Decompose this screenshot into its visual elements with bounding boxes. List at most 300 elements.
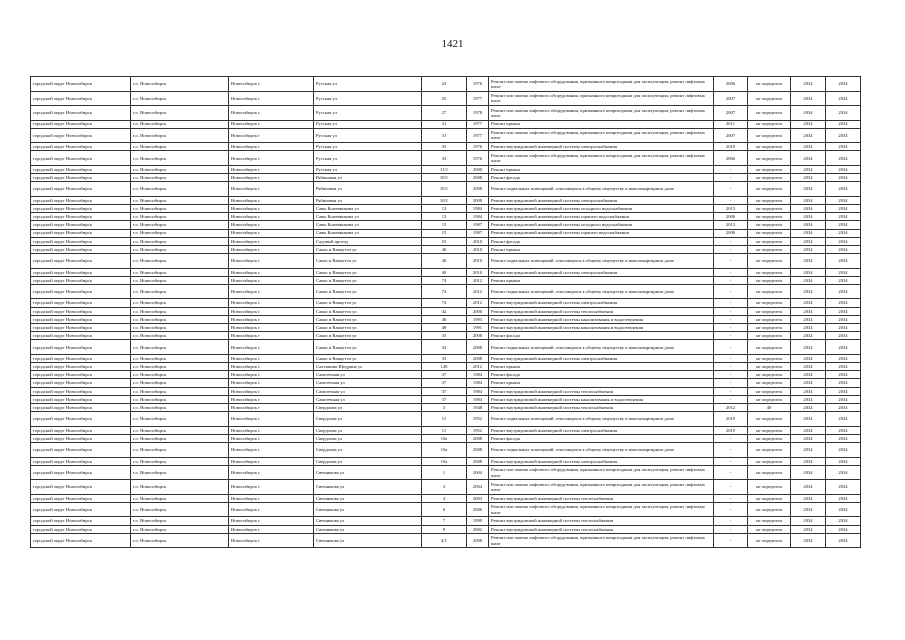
cell-work-type: Ремонт или замена лифтового оборудования, признанного непригодным для эксплуатации, ремонт лифтовых шахт [489, 480, 714, 495]
cell-status: не определен [748, 91, 791, 106]
cell-year-end: 2034 [826, 204, 861, 212]
cell-work-type: Ремонт внутридомовой инженерной системы горячего водоснабжения [489, 229, 714, 237]
cell-okrug: г.о. Новосибирск [131, 502, 229, 517]
cell-work-type: Ремонт или замена лифтового оборудования, признанного непригодным для эксплуатации, ремонт лифтовых шахт [489, 106, 714, 121]
cell-house: 31 [422, 128, 467, 143]
cell-work-type: Ремонт внутридомовой инженерной системы электроснабжения [489, 457, 714, 465]
cell-plan-year: - [714, 268, 748, 276]
table-row [31, 106, 861, 121]
table-row [31, 404, 861, 412]
cell-year-end: 2034 [826, 237, 861, 245]
cell-house: 46 [422, 315, 467, 323]
cell-status: не определен [748, 340, 791, 355]
cell-status: 40 [748, 404, 791, 412]
table-row [31, 229, 861, 237]
cell-okrug: г.о. Новосибирск [131, 165, 229, 173]
cell-house: 42 [422, 307, 467, 315]
cell-district: городской округ Новосибирск [31, 182, 131, 197]
cell-district: городской округ Новосибирск [31, 387, 131, 395]
cell-plan-year: - [714, 395, 748, 403]
cell-okrug: г.о. Новосибирск [131, 517, 229, 525]
cell-year: 1984 [467, 379, 489, 387]
cell-plan-year: 2006 [714, 151, 748, 166]
cell-status: не определен [748, 221, 791, 229]
cell-year: 1984 [467, 387, 489, 395]
cell-work-type: Ремонт внутридомовой инженерной системы канализования и водоотведения [489, 395, 714, 403]
cell-year: 2006 [467, 502, 489, 517]
cell-district: городской округ Новосибирск [31, 443, 131, 458]
table-row [31, 332, 861, 340]
cell-house: 37 [422, 387, 467, 395]
cell-city: Новосибирск г [229, 174, 314, 182]
cell-year-start: 2034 [791, 204, 826, 212]
cell-city: Новосибирск г [229, 340, 314, 355]
table-row [31, 443, 861, 458]
cell-house: 10а [422, 434, 467, 442]
cell-work-type: Ремонт или замена лифтового оборудования, признанного непригодным для эксплуатации, ремонт лифтовых шахт [489, 91, 714, 106]
cell-work-type: Ремонт внутридомовой инженерной системы горячего водоснабжения [489, 213, 714, 221]
cell-city: Новосибирск г [229, 426, 314, 434]
cell-year-start: 2034 [791, 299, 826, 307]
table-row [31, 533, 861, 548]
cell-house: 3 [422, 404, 467, 412]
cell-work-type: Ремонт подвальных помещений, относящихся к общему имуществу в многоквартирном доме [489, 340, 714, 355]
cell-district: городской округ Новосибирск [31, 354, 131, 362]
cell-house: 6 [422, 502, 467, 517]
cell-district: городской округ Новосибирск [31, 106, 131, 121]
cell-street: Свечникова ул [314, 525, 422, 533]
cell-year: 1952 [467, 412, 489, 427]
table-row [31, 221, 861, 229]
cell-year: 1984 [467, 204, 489, 212]
cell-district: городской округ Новосибирск [31, 494, 131, 502]
cell-okrug: г.о. Новосибирск [131, 324, 229, 332]
cell-year-start: 2034 [791, 91, 826, 106]
cell-year: 1987 [467, 221, 489, 229]
cell-year-start: 2034 [791, 324, 826, 332]
cell-status: не определен [748, 480, 791, 495]
cell-status: не определен [748, 426, 791, 434]
cell-city: Новосибирск г [229, 525, 314, 533]
cell-city: Новосибирск г [229, 363, 314, 371]
cell-okrug: г.о. Новосибирск [131, 120, 229, 128]
cell-year-end: 2034 [826, 379, 861, 387]
cell-house: 37 [422, 371, 467, 379]
cell-house: 10а [422, 443, 467, 458]
cell-year-start: 2034 [791, 254, 826, 269]
cell-work-type: Ремонт внутридомовой инженерной системы теплоснабжения [489, 494, 714, 502]
cell-status: не определен [748, 229, 791, 237]
cell-plan-year: - [714, 517, 748, 525]
cell-work-type: Ремонт внутридомовой инженерной системы холодного водоснабжения [489, 221, 714, 229]
cell-work-type: Ремонт или замена лифтового оборудования, признанного непригодным для эксплуатации, ремонт лифтовых шахт [489, 128, 714, 143]
cell-city: Новосибирск г [229, 371, 314, 379]
cell-plan-year: 2013 [714, 204, 748, 212]
cell-year-end: 2034 [826, 404, 861, 412]
cell-status: не определен [748, 502, 791, 517]
cell-okrug: г.о. Новосибирск [131, 196, 229, 204]
cell-year-start: 2034 [791, 354, 826, 362]
cell-district: городской округ Новосибирск [31, 299, 131, 307]
cell-plan-year: - [714, 371, 748, 379]
cell-year: 1977 [467, 120, 489, 128]
cell-street: Сакко и Ванцетти ул [314, 276, 422, 284]
cell-status: не определен [748, 196, 791, 204]
cell-house: 11/1 [422, 165, 467, 173]
cell-city: Новосибирск г [229, 254, 314, 269]
table-row [31, 307, 861, 315]
cell-year: 1976 [467, 143, 489, 151]
cell-district: городской округ Новосибирск [31, 412, 131, 427]
cell-street: Сакко и Ванцетти ул [314, 268, 422, 276]
cell-status: не определен [748, 245, 791, 253]
cell-city: Новосибирск г [229, 77, 314, 92]
cell-work-type: Ремонт фасада [489, 332, 714, 340]
cell-plan-year: - [714, 363, 748, 371]
cell-street: Свердлова ул [314, 426, 422, 434]
cell-district: городской округ Новосибирск [31, 204, 131, 212]
cell-work-type: Ремонт или замена лифтового оборудования, признанного непригодным для эксплуатации, ремонт лифтовых шахт [489, 465, 714, 480]
cell-okrug: г.о. Новосибирск [131, 213, 229, 221]
cell-house: 33 [422, 151, 467, 166]
cell-plan-year: - [714, 340, 748, 355]
cell-okrug: г.о. Новосибирск [131, 276, 229, 284]
cell-district: городской округ Новосибирск [31, 525, 131, 533]
cell-street: Русская ул [314, 106, 422, 121]
table-row [31, 213, 861, 221]
cell-street: Сакко и Ванцетти ул [314, 245, 422, 253]
cell-district: городской округ Новосибирск [31, 245, 131, 253]
cell-district: городской округ Новосибирск [31, 395, 131, 403]
cell-city: Новосибирск г [229, 443, 314, 458]
cell-status: не определен [748, 307, 791, 315]
cell-street: Сакко и Ванцетти ул [314, 340, 422, 355]
cell-street: Савы Кожевникова ул [314, 204, 422, 212]
cell-city: Новосибирск г [229, 354, 314, 362]
cell-year: 2010 [467, 237, 489, 245]
table-row [31, 324, 861, 332]
table-row [31, 517, 861, 525]
cell-year: 1991 [467, 324, 489, 332]
cell-work-type: Ремонт или замена лифтового оборудования, признанного непригодным для эксплуатации, ремонт лифтовых шахт [489, 151, 714, 166]
cell-okrug: г.о. Новосибирск [131, 174, 229, 182]
cell-district: городской округ Новосибирск [31, 340, 131, 355]
cell-status: не определен [748, 395, 791, 403]
cell-plan-year: 2007 [714, 128, 748, 143]
cell-okrug: г.о. Новосибирск [131, 525, 229, 533]
cell-house: 3 [422, 480, 467, 495]
table-row [31, 174, 861, 182]
cell-year-end: 2034 [826, 517, 861, 525]
cell-city: Новосибирск г [229, 324, 314, 332]
cell-plan-year: - [714, 324, 748, 332]
cell-status: не определен [748, 379, 791, 387]
cell-year-start: 2034 [791, 315, 826, 323]
cell-year-start: 2034 [791, 143, 826, 151]
cell-year-end: 2034 [826, 480, 861, 495]
cell-work-type: Ремонт внутридомовой инженерной системы холодного водоснабжения [489, 204, 714, 212]
cell-house: 4 [422, 494, 467, 502]
cell-year-end: 2034 [826, 276, 861, 284]
cell-year-end: 2034 [826, 128, 861, 143]
cell-street: Рябиновая ул [314, 196, 422, 204]
cell-year-start: 2034 [791, 494, 826, 502]
cell-okrug: г.о. Новосибирск [131, 354, 229, 362]
cell-plan-year: - [714, 480, 748, 495]
cell-house: 31 [422, 120, 467, 128]
cell-plan-year: - [714, 525, 748, 533]
table-row [31, 412, 861, 427]
cell-city: Новосибирск г [229, 465, 314, 480]
cell-house: 128 [422, 363, 467, 371]
cell-year-end: 2034 [826, 254, 861, 269]
cell-year-end: 2034 [826, 174, 861, 182]
cell-status: не определен [748, 457, 791, 465]
cell-city: Новосибирск г [229, 120, 314, 128]
cell-city: Новосибирск г [229, 379, 314, 387]
cell-year-start: 2034 [791, 268, 826, 276]
cell-year-end: 2034 [826, 120, 861, 128]
cell-plan-year: - [714, 196, 748, 204]
cell-year: 1977 [467, 128, 489, 143]
cell-status: не определен [748, 268, 791, 276]
cell-year-end: 2034 [826, 332, 861, 340]
cell-city: Новосибирск г [229, 196, 314, 204]
cell-house: 74 [422, 276, 467, 284]
cell-district: городской округ Новосибирск [31, 151, 131, 166]
table-row [31, 340, 861, 355]
cell-year-end: 2034 [826, 182, 861, 197]
cell-year-start: 2034 [791, 165, 826, 173]
cell-city: Новосибирск г [229, 237, 314, 245]
cell-street: Сакко и Ванцетти ул [314, 324, 422, 332]
cell-plan-year: - [714, 434, 748, 442]
cell-year-start: 2034 [791, 395, 826, 403]
cell-work-type: Ремонт подвальных помещений, относящихся к общему имуществу в многоквартирном доме [489, 182, 714, 197]
cell-year-end: 2034 [826, 151, 861, 166]
cell-year-start: 2034 [791, 196, 826, 204]
cell-status: не определен [748, 213, 791, 221]
cell-street: Свечникова ул [314, 533, 422, 548]
cell-year-end: 2034 [826, 165, 861, 173]
cell-year: 1993 [467, 315, 489, 323]
cell-okrug: г.о. Новосибирск [131, 284, 229, 299]
cell-street: Свердлова ул [314, 434, 422, 442]
cell-status: не определен [748, 204, 791, 212]
cell-year: 2008 [467, 182, 489, 197]
cell-house: 4/1 [422, 533, 467, 548]
cell-house: 37 [422, 379, 467, 387]
cell-work-type: Ремонт фасада [489, 174, 714, 182]
cell-plan-year: - [714, 299, 748, 307]
cell-district: городской округ Новосибирск [31, 457, 131, 465]
cell-house: 7 [422, 517, 467, 525]
table-row [31, 395, 861, 403]
cell-city: Новосибирск г [229, 204, 314, 212]
cell-work-type: Ремонт крыши [489, 165, 714, 173]
cell-year-end: 2034 [826, 525, 861, 533]
cell-district: городской округ Новосибирск [31, 480, 131, 495]
cell-street: Русская ул [314, 91, 422, 106]
cell-city: Новосибирск г [229, 404, 314, 412]
cell-year-start: 2034 [791, 77, 826, 92]
cell-year-start: 2034 [791, 371, 826, 379]
cell-year-start: 2034 [791, 340, 826, 355]
cell-work-type: Ремонт внутридомовой инженерной системы теплоснабжения [489, 517, 714, 525]
cell-work-type: Ремонт крыши [489, 120, 714, 128]
cell-year: 1987 [467, 229, 489, 237]
cell-street: Свердлова ул [314, 412, 422, 427]
cell-street: Садовый проезд [314, 237, 422, 245]
cell-district: городской округ Новосибирск [31, 315, 131, 323]
cell-work-type: Ремонт крыши [489, 245, 714, 253]
cell-street: Самотечная ул [314, 379, 422, 387]
cell-year: 2008 [467, 354, 489, 362]
cell-year-end: 2034 [826, 221, 861, 229]
cell-street: Свердлова ул [314, 457, 422, 465]
cell-status: не определен [748, 363, 791, 371]
cell-year-start: 2034 [791, 284, 826, 299]
cell-plan-year: - [714, 354, 748, 362]
table-row [31, 299, 861, 307]
cell-status: не определен [748, 354, 791, 362]
cell-year: 2008 [467, 196, 489, 204]
cell-street: Русская ул [314, 165, 422, 173]
cell-city: Новосибирск г [229, 315, 314, 323]
cell-street: Савы Кожевникова ул [314, 229, 422, 237]
cell-status: не определен [748, 165, 791, 173]
cell-year-end: 2034 [826, 426, 861, 434]
cell-year-end: 2034 [826, 494, 861, 502]
cell-city: Новосибирск г [229, 517, 314, 525]
cell-house: 15 [422, 229, 467, 237]
cell-house: 40 [422, 268, 467, 276]
cell-house: 10/1 [422, 182, 467, 197]
cell-okrug: г.о. Новосибирск [131, 229, 229, 237]
cell-house: 37 [422, 395, 467, 403]
cell-city: Новосибирск г [229, 332, 314, 340]
cell-year-start: 2034 [791, 128, 826, 143]
cell-year-start: 2034 [791, 426, 826, 434]
cell-work-type: Ремонт подвальных помещений, относящихся к общему имуществу в многоквартирном доме [489, 443, 714, 458]
cell-okrug: г.о. Новосибирск [131, 434, 229, 442]
cell-okrug: г.о. Новосибирск [131, 332, 229, 340]
cell-district: городской округ Новосибирск [31, 324, 131, 332]
cell-year-end: 2034 [826, 213, 861, 221]
cell-okrug: г.о. Новосибирск [131, 371, 229, 379]
table-row [31, 165, 861, 173]
cell-okrug: г.о. Новосибирск [131, 412, 229, 427]
cell-district: городской округ Новосибирск [31, 276, 131, 284]
cell-year: 2008 [467, 457, 489, 465]
cell-year-start: 2034 [791, 151, 826, 166]
cell-status: не определен [748, 324, 791, 332]
cell-status: не определен [748, 276, 791, 284]
cell-status: не определен [748, 299, 791, 307]
cell-year-start: 2034 [791, 434, 826, 442]
table-row [31, 465, 861, 480]
cell-year-start: 2034 [791, 525, 826, 533]
cell-year-start: 2034 [791, 120, 826, 128]
cell-year: 2010 [467, 254, 489, 269]
cell-year-end: 2034 [826, 340, 861, 355]
cell-year: 2012 [467, 276, 489, 284]
cell-status: не определен [748, 143, 791, 151]
cell-house: 33 [422, 332, 467, 340]
cell-status: не определен [748, 315, 791, 323]
cell-status: не определен [748, 151, 791, 166]
cell-status: не определен [748, 237, 791, 245]
cell-street: Самотечная ул [314, 371, 422, 379]
cell-district: городской округ Новосибирск [31, 229, 131, 237]
cell-okrug: г.о. Новосибирск [131, 91, 229, 106]
cell-status: не определен [748, 465, 791, 480]
cell-status: не определен [748, 494, 791, 502]
cell-year: 2002 [467, 525, 489, 533]
cell-house: 48 [422, 324, 467, 332]
cell-district: городской округ Новосибирск [31, 91, 131, 106]
table-row [31, 182, 861, 197]
cell-plan-year: - [714, 174, 748, 182]
cell-house: 23 [422, 77, 467, 92]
cell-okrug: г.о. Новосибирск [131, 128, 229, 143]
cell-house: 25 [422, 91, 467, 106]
cell-okrug: г.о. Новосибирск [131, 245, 229, 253]
cell-street: Свечникова ул [314, 494, 422, 502]
cell-year-start: 2034 [791, 533, 826, 548]
cell-year-end: 2034 [826, 307, 861, 315]
cell-plan-year: - [714, 465, 748, 480]
cell-city: Новосибирск г [229, 387, 314, 395]
cell-year-end: 2034 [826, 284, 861, 299]
cell-year-end: 2034 [826, 245, 861, 253]
cell-city: Новосибирск г [229, 165, 314, 173]
cell-status: не определен [748, 443, 791, 458]
cell-city: Новосибирск г [229, 502, 314, 517]
cell-house: 11 [422, 412, 467, 427]
cell-year: 1976 [467, 151, 489, 166]
cell-house: 33 [422, 340, 467, 355]
cell-district: городской округ Новосибирск [31, 517, 131, 525]
cell-work-type: Ремонт подвальных помещений, относящихся к общему имуществу в многоквартирном доме [489, 254, 714, 269]
cell-work-type: Ремонт внутридомовой инженерной системы электроснабжения [489, 143, 714, 151]
cell-year: 2010 [467, 268, 489, 276]
table-row [31, 387, 861, 395]
cell-plan-year: 2010 [714, 426, 748, 434]
housing-repair-table [30, 76, 861, 548]
cell-okrug: г.о. Новосибирск [131, 340, 229, 355]
cell-plan-year: - [714, 494, 748, 502]
cell-status: не определен [748, 525, 791, 533]
cell-okrug: г.о. Новосибирск [131, 315, 229, 323]
cell-district: городской округ Новосибирск [31, 268, 131, 276]
cell-plan-year: - [714, 315, 748, 323]
cell-street: Сакко и Ванцетти ул [314, 354, 422, 362]
cell-year-start: 2034 [791, 465, 826, 480]
cell-city: Новосибирск г [229, 434, 314, 442]
cell-okrug: г.о. Новосибирск [131, 299, 229, 307]
table-row [31, 196, 861, 204]
table-row [31, 354, 861, 362]
cell-okrug: г.о. Новосибирск [131, 387, 229, 395]
cell-year-end: 2034 [826, 502, 861, 517]
cell-city: Новосибирск г [229, 213, 314, 221]
cell-district: городской округ Новосибирск [31, 237, 131, 245]
cell-house: 33 [422, 143, 467, 151]
cell-work-type: Ремонт подвальных помещений, относящихся к общему имуществу в многоквартирном доме [489, 412, 714, 427]
cell-okrug: г.о. Новосибирск [131, 204, 229, 212]
cell-city: Новосибирск г [229, 245, 314, 253]
